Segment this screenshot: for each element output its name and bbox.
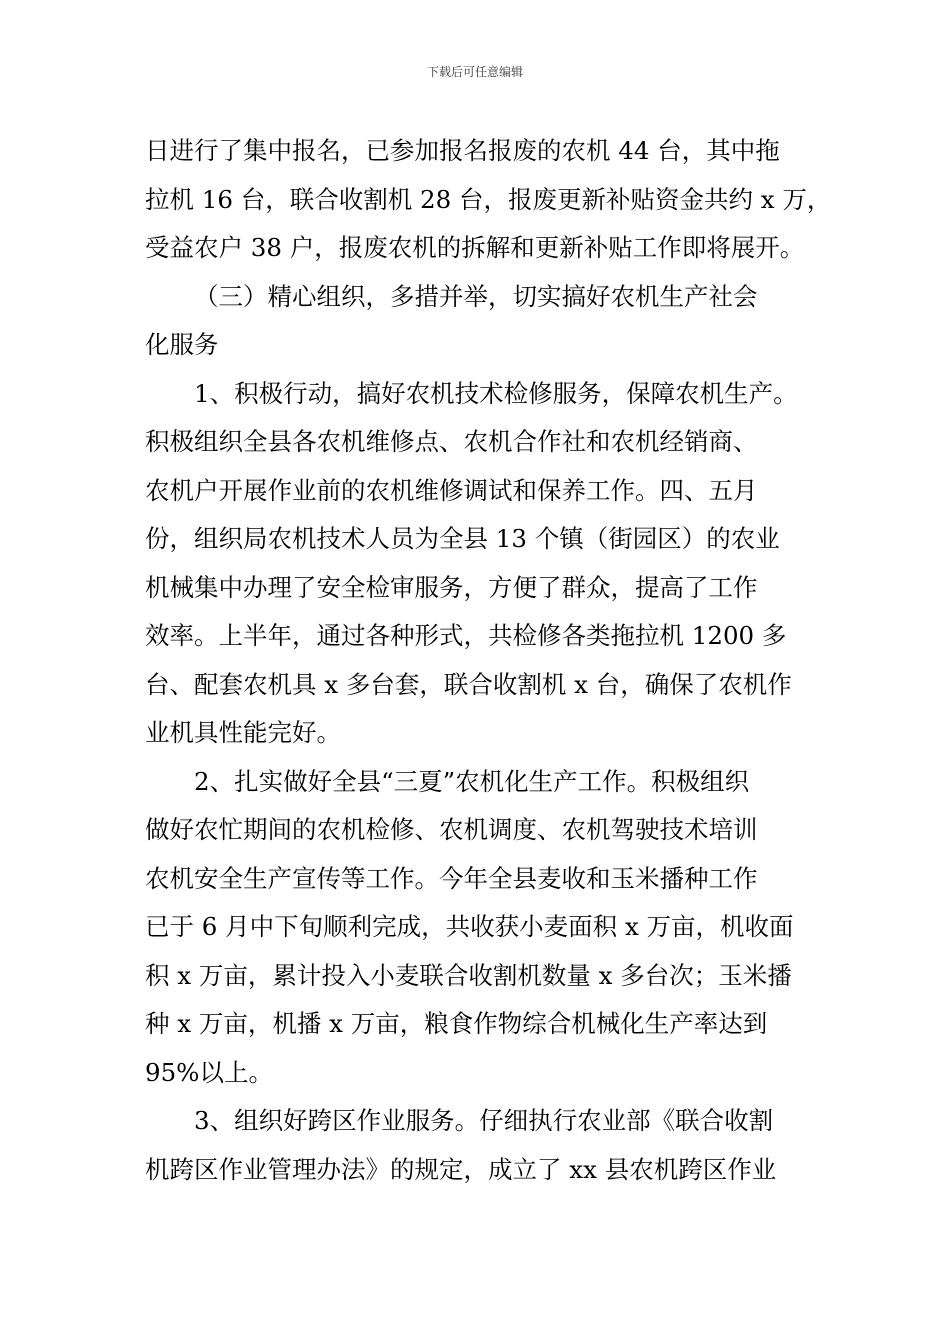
text-line: 受益农户 38 户，报废农机的拆解和更新补贴工作即将展开。 — [145, 233, 805, 262]
document-body — [145, 127, 832, 1194]
text-line: 拉机 16 台，联合收割机 28 台，报废更新补贴资金共约 x 万， — [145, 184, 832, 214]
text-line: 效率。上半年，通过各种形式，共检修各类拖拉机 1200 多 — [145, 621, 787, 650]
text-line: 机跨区作业管理办法》的规定，成立了 xx 县农机跨区作业 — [145, 1154, 777, 1184]
text-line: 日进行了集中报名，已参加报名报废的农机 44 台，其中拖 — [145, 136, 780, 165]
text-line: 已于 6 月中下旬顺利完成，共收获小麦面积 x 万亩，机收面 — [145, 912, 794, 941]
text-line: 农机安全生产宣传等工作。今年全县麦收和玉米播种工作 — [145, 863, 758, 893]
paragraph-start: 2、扎实做好全县“三夏”农机化生产工作。积极组织 — [194, 766, 750, 796]
text-line: 业机具性能完好。 — [145, 718, 341, 747]
text-line: 积 x 万亩，累计投入小麦联合收割机数量 x 多台次；玉米播 — [145, 960, 792, 990]
section-heading: （三）精心组织，多措并举，切实搞好农机生产社会 — [194, 281, 758, 311]
text-line: 份，组织局农机技术人员为全县 13 个镇（街园区）的农业 — [145, 524, 780, 553]
text-line: 种 x 万亩，机播 x 万亩，粮食作物综合机械化生产率达到 — [145, 1009, 768, 1038]
text-line: 积极组织全县各农机维修点、农机合作社和农机经销商、 — [145, 427, 758, 456]
paragraph-start: 3、组织好跨区作业服务。仔细执行农业部《联合收割 — [194, 1106, 774, 1135]
text-line: 做好农忙期间的农机检修、农机调度、农机驾驶技术培训 — [145, 815, 758, 844]
text-line: 台、配套农机具 x 多台套，联合收割机 x 台，确保了农机作 — [145, 669, 792, 699]
paragraph-start: 1、积极行动，搞好农机技术检修服务，保障农机生产。 — [194, 378, 798, 408]
text-line: 机械集中办理了安全检审服务，方便了群众，提高了工作 — [145, 572, 758, 602]
text-line: 农机户开展作业前的农机维修调试和保养工作。四、五月 — [145, 475, 758, 505]
section-heading-continued: 化服务 — [145, 330, 219, 359]
text-line: 95%以上。 — [145, 1057, 273, 1087]
page-header: 下载后可任意编辑 — [426, 65, 523, 79]
